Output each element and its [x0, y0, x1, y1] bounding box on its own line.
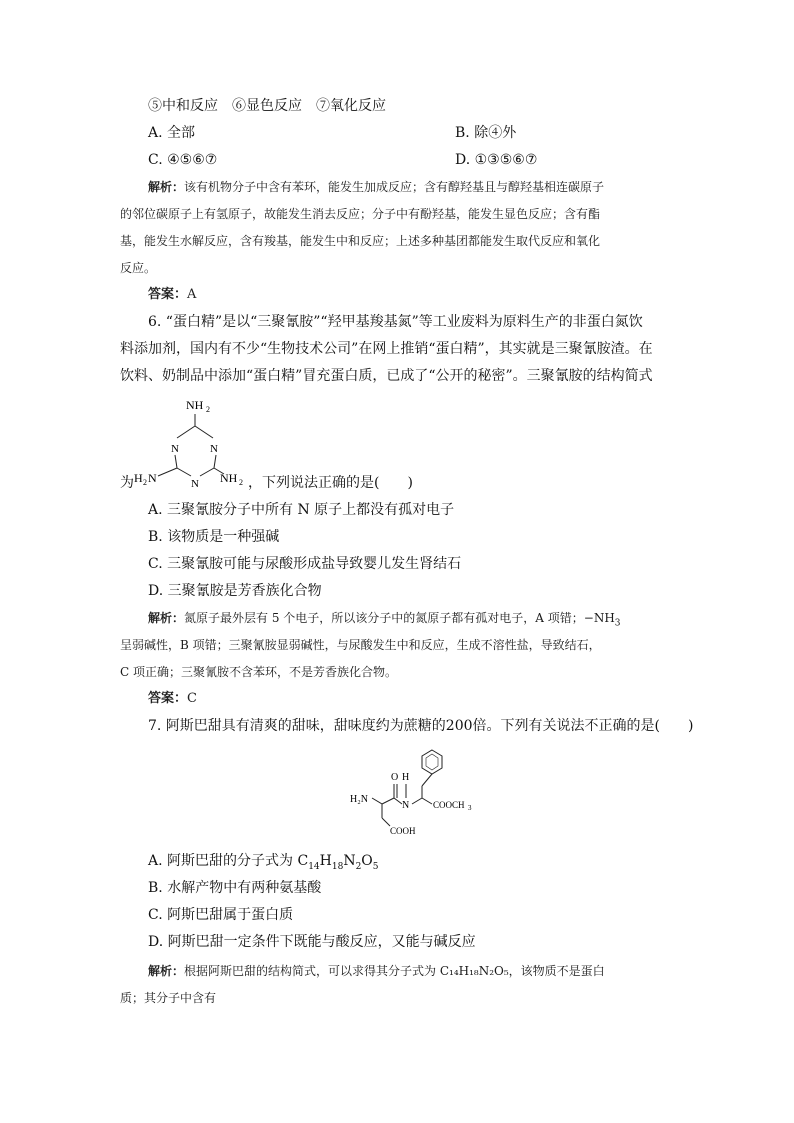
q6-stem-suffix: ，下列说法正确的是( )	[248, 475, 413, 491]
prev-options-line: ⑤中和反应 ⑥显色反应 ⑦氧化反应	[148, 98, 386, 114]
svg-text:N: N	[210, 443, 218, 455]
answer-value: A	[187, 287, 197, 302]
q6-option-d: D. 三聚氰胺是芳香族化合物	[148, 583, 322, 599]
prev-choice-b: B. 除④外	[455, 125, 517, 141]
svg-text:3: 3	[468, 804, 472, 812]
prev-explanation-line-3: 基，能发生水解反应，含有羧基，能发生中和反应；上述多种基团都能发生取代反应和氧化	[120, 234, 601, 248]
q6-explanation-line-3: C 项正确；三聚氰胺不含苯环，不是芳香族化合物。	[120, 665, 397, 679]
prev-explanation-line-4: 反应。	[120, 261, 157, 275]
q6-answer	[148, 689, 197, 709]
svg-text:N: N	[171, 443, 179, 455]
q7-option-c: C. 阿斯巴甜属于蛋白质	[148, 907, 294, 923]
svg-text:H₂N: H₂N	[350, 794, 368, 805]
q6-option-a: A. 三聚氰胺分子中所有 N 原子上都没有孤对电子	[148, 502, 455, 518]
svg-text:NH: NH	[186, 398, 204, 412]
prev-choice-d: D. ①③⑤⑥⑦	[455, 152, 538, 168]
svg-text:2: 2	[239, 478, 243, 487]
q7-explanation-line-2: 质；其分子中含有	[120, 991, 217, 1005]
svg-text:2: 2	[206, 405, 210, 414]
prev-choice-c: C. ④⑤⑥⑦	[148, 152, 218, 168]
q6-stem-line-2: 料添加剂，国内有不少“生物技术公司”在网上推销“蛋白精”，其实就是三聚氰胺渣。在	[120, 341, 653, 357]
q6-stem-line-1: 6. “蛋白精”是以“三聚氰胺”“羟甲基羧基氮”等工业废料为原料生产的非蛋白氮饮	[148, 314, 643, 330]
svg-text:COOH: COOH	[390, 826, 416, 836]
svg-text:N: N	[148, 471, 157, 485]
svg-text:N: N	[402, 800, 410, 811]
explanation-label: 解析：	[148, 964, 185, 978]
explanation-label: 解析：	[148, 611, 185, 625]
svg-text:H: H	[134, 471, 143, 485]
q6-option-c: C. 三聚氰胺可能与尿酸形成盐导致婴儿发生肾结石	[148, 556, 462, 572]
q7-option-a: A. 阿斯巴甜的分子式为 $C_{14}H_{18}N_2O_5$	[148, 853, 379, 872]
prev-explanation-line-1: 解析：该有机物分子中含有苯环，能发生加成反应；含有醇羟基且与醇羟基相连碳原子	[148, 180, 605, 194]
q6-explanation-line-1: 解析：氮原子最外层有 5 个电子，所以该分子中的氮原子都有孤对电子，A 项错；$-NH_3$	[148, 611, 621, 629]
svg-text:2: 2	[143, 478, 147, 487]
svg-text:NH: NH	[220, 471, 238, 485]
q6-explanation-line-2: 呈弱碱性，B 项错；三聚氰胺显弱碱性，与尿酸发生中和反应，生成不溶性盐，导致结石，	[120, 638, 601, 652]
answer-label: 答案：	[148, 691, 188, 706]
prev-choice-a: A. 全部	[148, 125, 196, 141]
q7-explanation-line-1: 解析：根据阿斯巴甜的结构简式，可以求得其分子式为 C₁₄H₁₈N₂O₅，该物质不是蛋白	[148, 964, 605, 978]
answer-label: 答案：	[148, 287, 188, 302]
svg-text:O: O	[391, 772, 399, 783]
q6-stem-line-3: 饮料、奶制品中添加“蛋白精”冒充蛋白质，已成了“公开的秘密”。三聚氰胺的结构简式	[120, 368, 653, 384]
svg-text:H: H	[402, 772, 410, 783]
q7-option-b: B. 水解产物中有两种氨基酸	[148, 880, 322, 896]
melamine-structure	[128, 392, 248, 492]
svg-text:COOCH: COOCH	[433, 800, 465, 810]
q6-stem-prefix: 为	[120, 475, 134, 491]
q7-stem: 7. 阿斯巴甜具有清爽的甜味，甜味度约为蔗糖的200倍。下列有关说法不正确的是( )	[148, 718, 694, 734]
prev-answer	[148, 285, 196, 305]
q7-option-d: D. 阿斯巴甜一定条件下既能与酸反应，又能与碱反应	[148, 934, 476, 950]
q6-option-b: B. 该物质是一种强碱	[148, 529, 280, 545]
explanation-label: 解析：	[148, 180, 185, 194]
svg-text:N: N	[191, 478, 199, 490]
prev-explanation-line-2: 的邻位碳原子上有氢原子，故能发生消去反应；分子中有酚羟基，能发生显色反应；含有酯	[120, 207, 601, 221]
answer-value: C	[187, 691, 197, 706]
aspartame-structure	[340, 742, 480, 842]
